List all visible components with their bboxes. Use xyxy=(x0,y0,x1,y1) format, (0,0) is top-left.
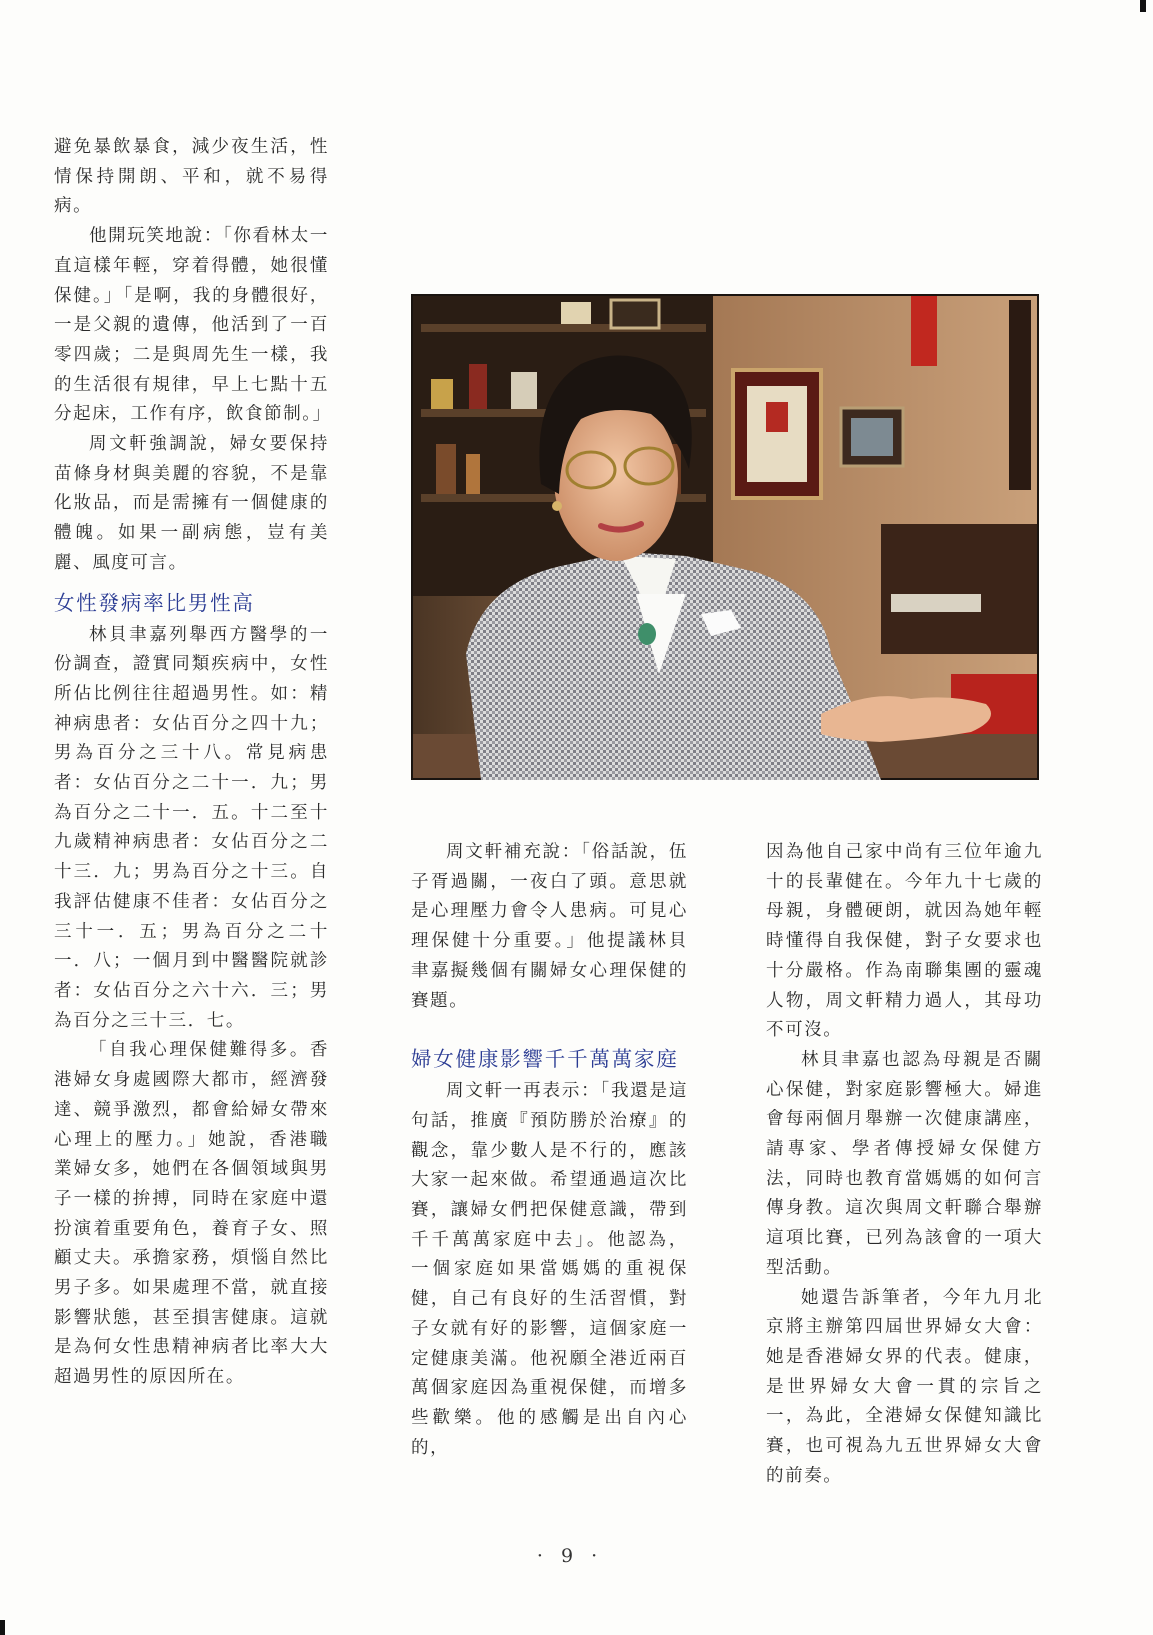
page-number: · 9 · xyxy=(536,1545,604,1567)
paragraph: 周文軒補充說：「俗話說，伍子胥過關，一夜白了頭。意思就是心理壓力會令人患病。可見心理保健十分重要。」他提議林貝聿嘉擬幾個有關婦女心理保健的賽題。 xyxy=(411,842,688,1011)
paragraph: 周文軒強調說，婦女要保持苗條身材與美麗的容貌，不是靠化妝品，而是需擁有一個健康的體魄。如果一副病態，豈有美麗、風度可言。 xyxy=(54,434,329,573)
paragraph: 林貝聿嘉也認為母親是否關心保健，對家庭影響極大。婦進會每兩個月舉辦一次健康講座，請專家、學者傳授婦女保健方法，同時也教育當媽媽的如何言傳身教。這次與周文軒聯合舉辦這項比賽，已列為該會的一項大型活動。 xyxy=(766,1049,1043,1278)
paragraph: 因為他自己家中尚有三位年逾九十的長輩健在。今年九十七歲的母親，身體硬朗，就因為她年輕時懂得自我保健，對子女要求也十分嚴格。作為南聯集團的靈魂人物，周文軒精力過人，其母功不可沒。 xyxy=(766,842,1043,1041)
paragraph: 「自我心理保健難得多。香港婦女身處國際大都市，經濟發達、競爭激烈，都會給婦女帶來心理上的壓力。」她說，香港職業婦女多，她們在各個領域與男子一樣的拚搏，同時在家庭中還扮演着重要角色，養育子女、照顧丈夫。承擔家務，煩惱自然比男子多。如果處理不當，就直接影響狀態，甚至損害健康。這就是為何女性患精神病者比率大大超過男性的原因所在。 xyxy=(54,1040,329,1388)
article-column-3 xyxy=(766,838,1043,1491)
scan-edge-mark xyxy=(1140,0,1146,12)
paragraph: 她還告訴筆者，今年九月北京將主辦第四屆世界婦女大會：她是香港婦女界的代表。健康，是世界婦女大會一貫的宗旨之一，為此，全港婦女保健知識比賽，也可視為九五世界婦女大會的前奏。 xyxy=(766,1287,1043,1486)
article-column-2 xyxy=(411,838,688,1463)
section-heading: 女性發病率比男性高 xyxy=(54,590,255,615)
paragraph: 他開玩笑地說：「你看林太一直這樣年輕，穿着得體，她很懂保健。」「是啊，我的身體很好，一是父親的遺傳，他活到了一百零四歲；二是與周先生一樣，我的生活很有規律，早上七點十五分起床，工作有序，飲食節制。」 xyxy=(54,226,332,425)
article-column-1 xyxy=(54,133,332,1393)
section-heading: 婦女健康影響千千萬萬家庭 xyxy=(411,1047,679,1072)
paragraph: 避免暴飲暴食，減少夜生活，性情保持開朗、平和，就不易得病。 xyxy=(54,137,329,217)
paragraph: 林貝聿嘉列舉西方醫學的一份調查，證實同類疾病中，女性所佔比例往往超過男性。如：精神病患者：女佔百分之四十九；男為百分之三十八。常見病患者：女佔百分之二十一．九；男為百分之二十一．五。十二至十九歲精神病患者：女佔百分之二十三．九；男為百分之十三。自我評估健康不佳者：女佔百分之三十一．五；男為百分之二十一．八；一個月到中醫醫院就診者：女佔百分之六十六．三；男為百分之三十三．七。 xyxy=(54,624,329,1031)
scan-edge-mark xyxy=(0,1620,5,1635)
paragraph: 周文軒一再表示：「我還是這句話，推廣『預防勝於治療』的觀念，靠少數人是不行的，應該大家一起來做。希望通過這次比賽，讓婦女們把保健意識，帶到千千萬萬家庭中去」。他認為，一個家庭如果當媽媽的重視保健，自己有良好的生活習慣，對子女就有好的影響，這個家庭一定健康美滿。他祝願全港近兩百萬個家庭因為重視保健，而增多些歡樂。他的感觸是出自內心的， xyxy=(411,1081,688,1458)
interview-photo xyxy=(411,294,1039,780)
